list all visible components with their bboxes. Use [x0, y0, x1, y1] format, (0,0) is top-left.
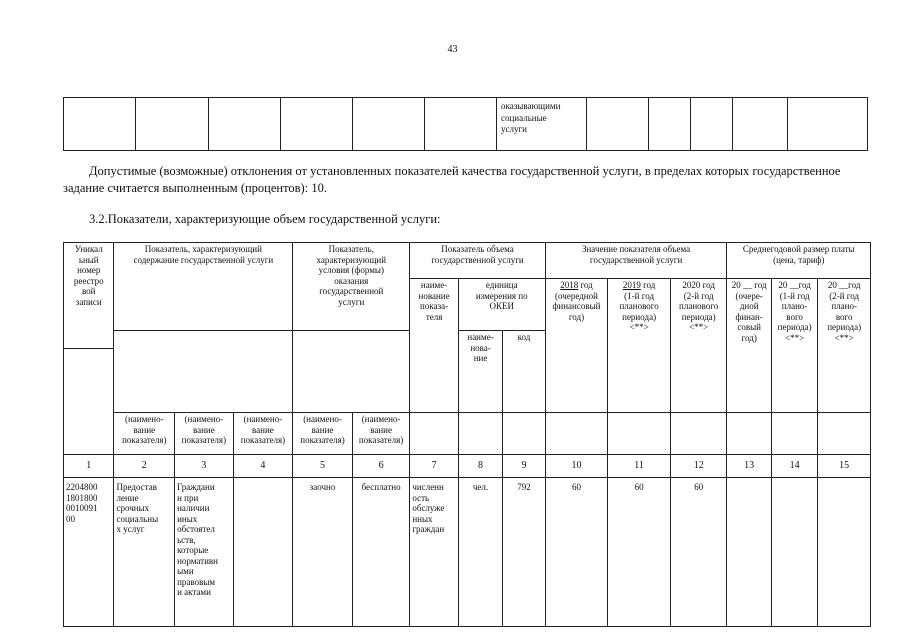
column-number: 1	[64, 455, 114, 478]
blank-subheader	[608, 413, 671, 455]
column-number: 10	[545, 455, 608, 478]
service-category: Граждани н при наличии иных обстоятел ьств, которые нормативн ыми правовым и актами	[175, 478, 234, 627]
header-fee-year-3: 20 __год (2-й год плано- вого периода) <**>	[818, 279, 871, 413]
header-unit-code: код	[503, 331, 545, 413]
subheader-name-2: (наимено- вание показателя)	[175, 413, 234, 455]
column-number: 9	[503, 455, 545, 478]
column-number: 5	[293, 455, 353, 478]
header-conditions-indicator: Показатель, характеризующий условия (формы) оказания государственной услуги	[293, 243, 410, 331]
unit-name: чел.	[458, 478, 502, 627]
top-cell	[353, 98, 425, 151]
registry-number: 2204800 1801800 0010091 00	[64, 478, 114, 627]
value-2018: 60	[545, 478, 608, 627]
empty-cell	[233, 478, 293, 627]
blank-subheader	[410, 413, 458, 455]
top-cell	[209, 98, 281, 151]
column-number: 8	[458, 455, 502, 478]
column-number: 7	[410, 455, 458, 478]
subheader-name-5: (наимено- вание показателя)	[352, 413, 410, 455]
indicator-name: численн ость обслуже нных граждан	[410, 478, 458, 627]
header-fee-year-1: 20 __ год (очере- дной финан- совый год)	[727, 279, 771, 413]
top-cell	[649, 98, 691, 151]
column-number: 6	[352, 455, 410, 478]
blank-subheader	[771, 413, 817, 455]
volume-indicators-table	[63, 242, 871, 627]
header-year-2018: 2018 год (очередной финансовый год)	[545, 279, 608, 413]
service-form: заочно	[293, 478, 353, 627]
blank-subheader	[670, 413, 727, 455]
continuation-table	[63, 97, 868, 151]
top-cell	[788, 98, 868, 151]
page-number: 43	[447, 44, 458, 55]
top-cell-text: оказывающими социальные услуги	[497, 98, 587, 151]
subheader-name-4: (наимено- вание показателя)	[293, 413, 353, 455]
top-cell	[425, 98, 497, 151]
header-avg-fee: Среднегодовой размер платы (цена, тариф)	[727, 243, 871, 279]
blank-subheader	[114, 331, 293, 413]
section-heading: 3.2.Показатели, характеризующие объем государственной услуги:	[89, 212, 441, 226]
top-cell	[64, 98, 136, 151]
top-cell	[587, 98, 649, 151]
header-content-indicator: Показатель, характеризующий содержание государственной услуги	[114, 243, 293, 331]
top-cell	[136, 98, 209, 151]
fee-3	[818, 478, 871, 627]
header-volume-indicator: Показатель объема государственной услуги	[410, 243, 545, 279]
value-2020: 60	[670, 478, 727, 627]
service-payment: бесплатно	[352, 478, 410, 627]
blank-subheader	[64, 413, 114, 455]
service-content: Предостав ление срочных социальны х услуг	[114, 478, 175, 627]
unit-code: 792	[503, 478, 545, 627]
column-number: 11	[608, 455, 671, 478]
top-cell	[281, 98, 353, 151]
subheader-name-1: (наимено- вание показателя)	[114, 413, 175, 455]
table-row	[64, 478, 871, 627]
header-indicator-name: наиме- нование показа- теля	[410, 279, 458, 413]
subheader-name-3: (наимено- вание показателя)	[233, 413, 293, 455]
fee-2	[771, 478, 817, 627]
value-2019: 60	[608, 478, 671, 627]
fee-1	[727, 478, 771, 627]
column-number: 4	[233, 455, 293, 478]
column-number: 12	[670, 455, 727, 478]
column-number: 3	[175, 455, 234, 478]
blank-subheader	[727, 413, 771, 455]
blank-subheader	[818, 413, 871, 455]
blank-subheader	[293, 331, 410, 413]
blank-subheader	[545, 413, 608, 455]
column-number: 13	[727, 455, 771, 478]
blank-subheader	[503, 413, 545, 455]
column-number: 14	[771, 455, 817, 478]
blank-subheader	[64, 349, 114, 413]
column-number: 2	[114, 455, 175, 478]
header-year-2020: 2020 год (2-й год планового периода) <**>	[670, 279, 727, 413]
column-number: 15	[818, 455, 871, 478]
header-unit-okei: единица измерения по ОКЕИ	[458, 279, 545, 331]
top-cell	[691, 98, 733, 151]
header-unit-name: наиме- нова- ние	[458, 331, 502, 413]
header-fee-year-2: 20 __год (1-й год плано- вого периода) <**>	[771, 279, 817, 413]
deviation-paragraph: Допустимые (возможные) отклонения от установленных показателей качества государственной услуги, в пределах которых государственное задание считается выполненным (процентов): 10.	[63, 164, 841, 195]
header-unique-number: Уникал ьный номер реестро вой записи	[64, 243, 114, 349]
blank-subheader	[458, 413, 502, 455]
header-volume-value: Значение показателя объема государственной услуги	[545, 243, 727, 279]
header-year-2019: 2019 год (1-й год планового периода) <**>	[608, 279, 671, 413]
top-cell	[733, 98, 788, 151]
